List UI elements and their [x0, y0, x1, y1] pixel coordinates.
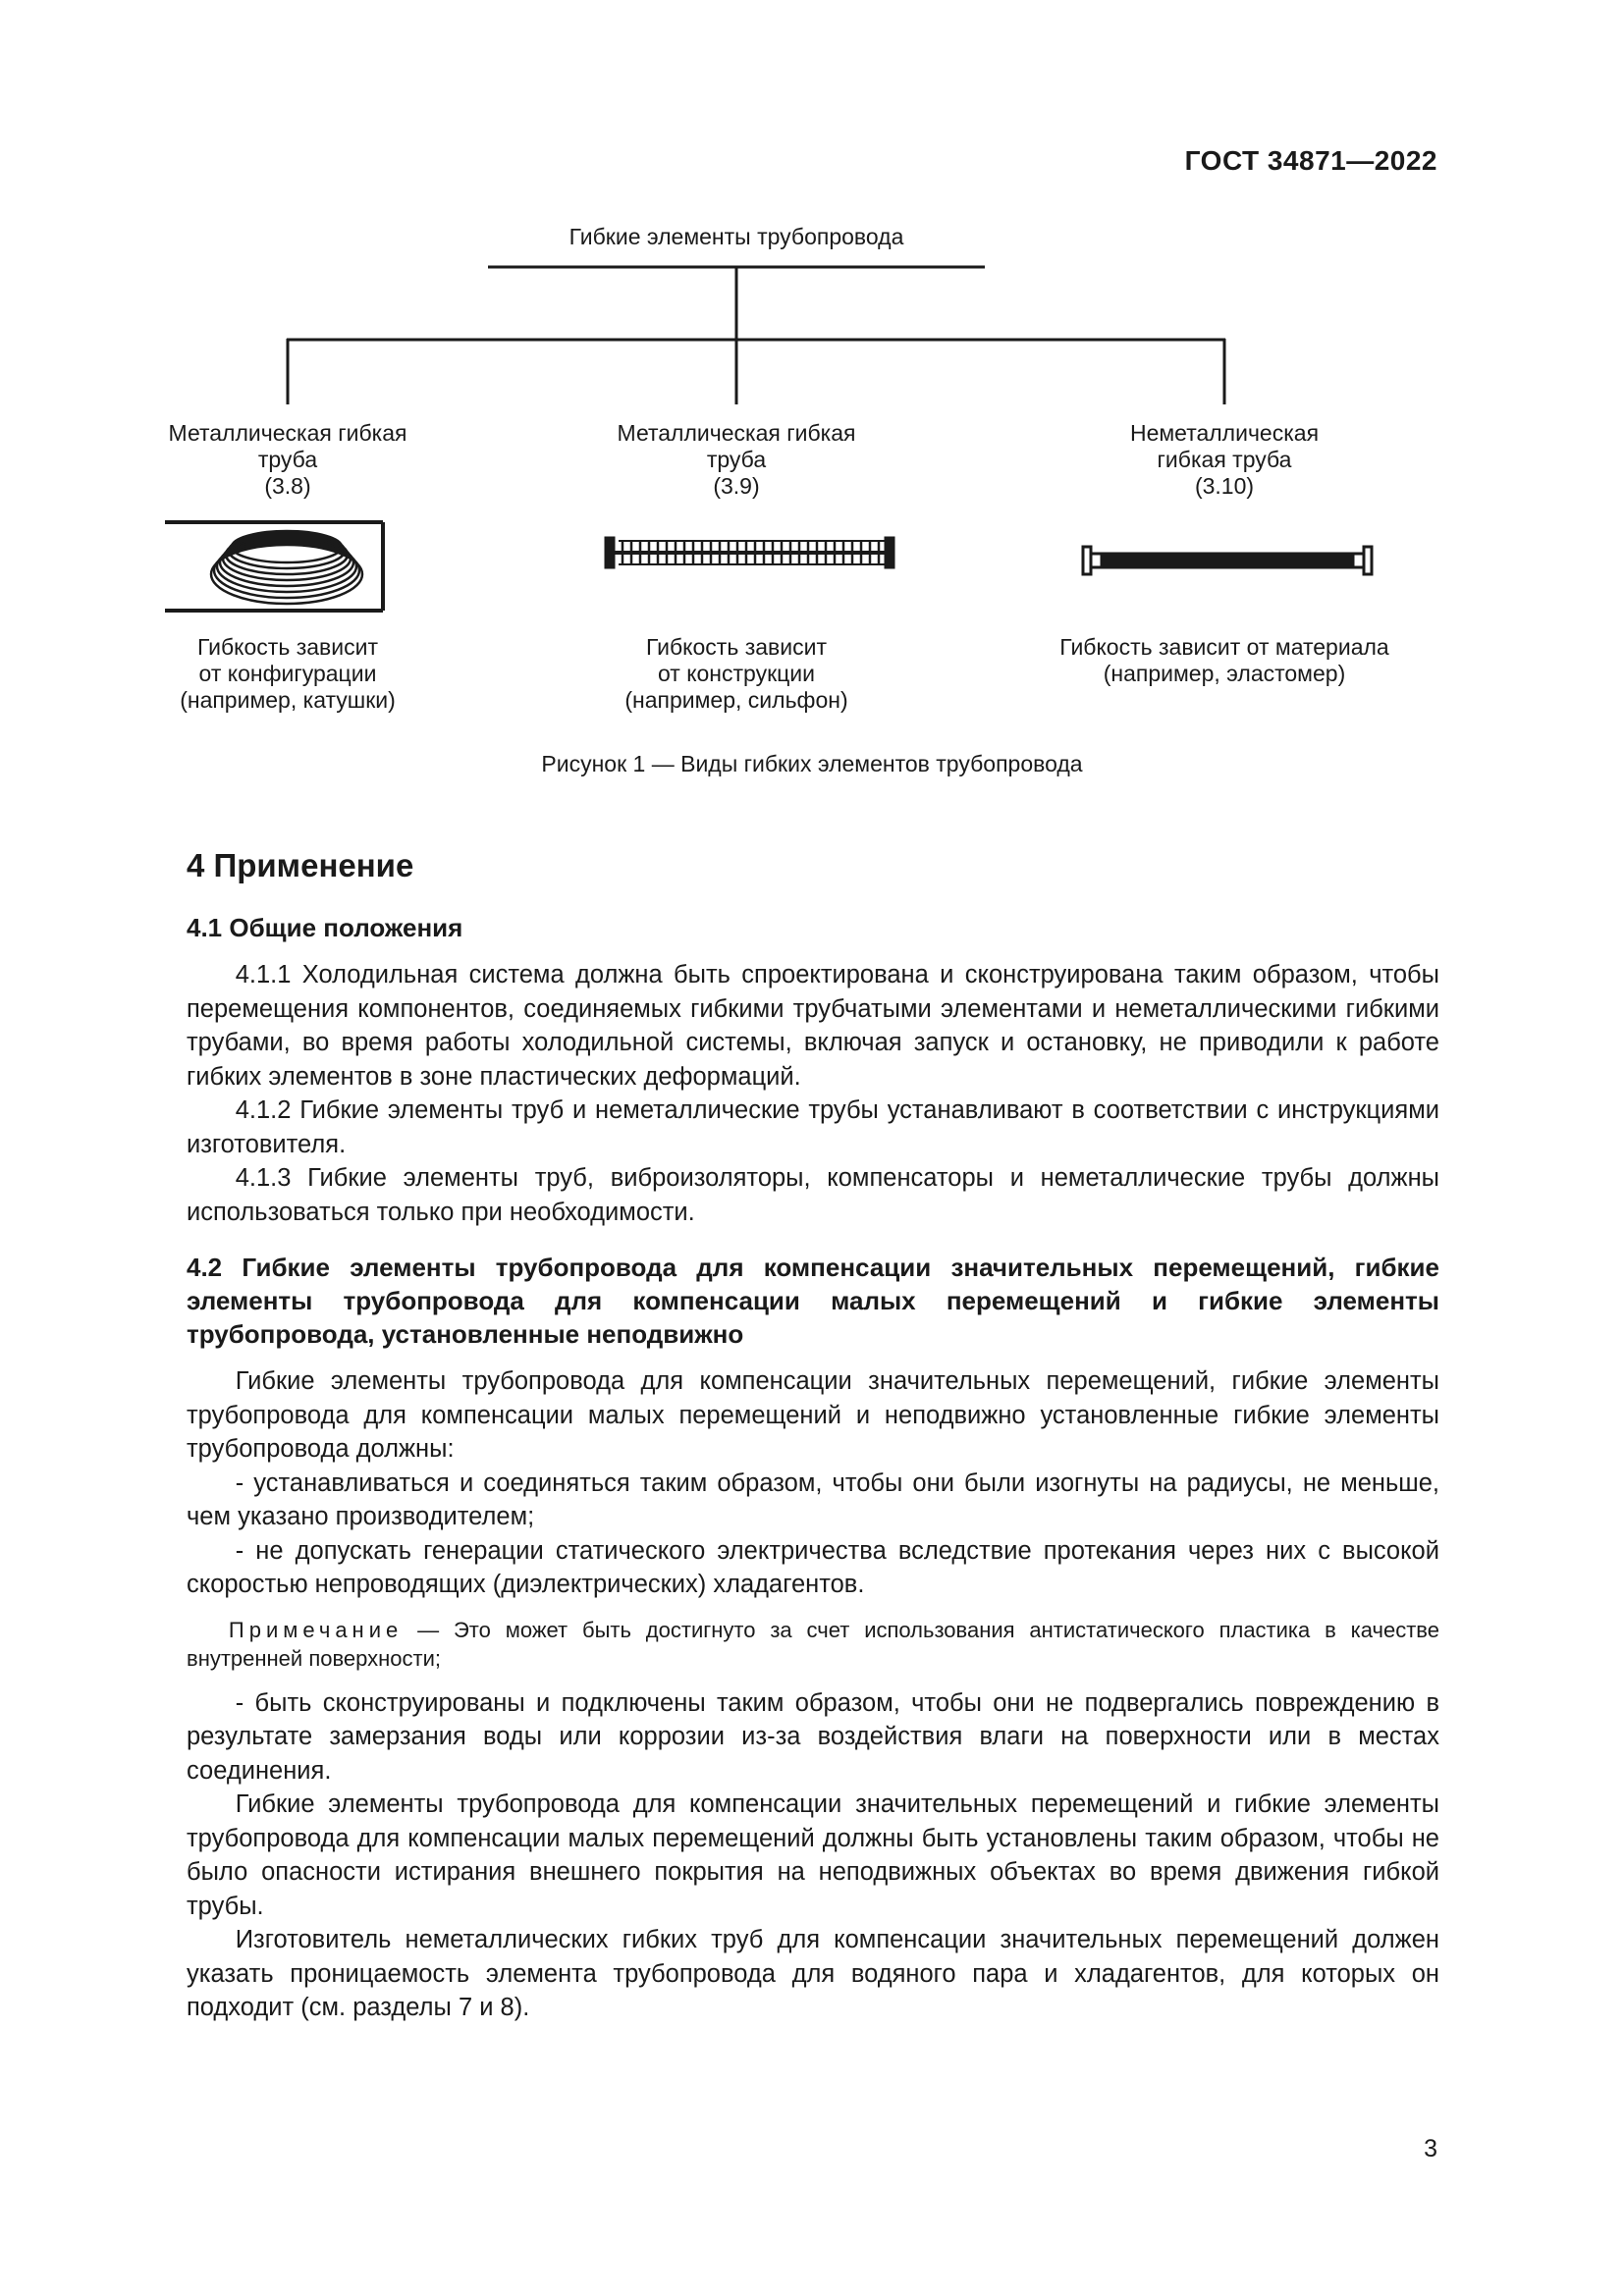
hose-pipe-icon [1083, 547, 1372, 574]
document-id: ГОСТ 34871—2022 [1184, 145, 1437, 176]
note-text: — Это может быть достигнуто за счет использования антистатического пластика в качестве внутренней поверхности; [187, 1617, 1439, 1671]
page-number: 3 [1424, 2135, 1437, 2163]
bellows-pipe-icon [606, 538, 893, 567]
subsection-title-4-2: 4.2 Гибкие элементы трубопровода для компенсации значительных перемещений, гибкие элементы трубопровода для компенсации малых перемещений и гибкие элементы трубопровода, установленные неподвижно [187, 1253, 1439, 1349]
paragraph-4-1-3: 4.1.3 Гибкие элементы труб, виброизоляторы, компенсаторы и неметаллические трубы должны использоваться только при необходимости. [187, 1164, 1439, 1226]
branch-title-hose: Неметаллическая гибкая труба (3.10) [1129, 420, 1320, 499]
section-title: 4 Применение [187, 847, 414, 883]
branch-title-bellows: Металлическая гибкая труба (3.9) [617, 420, 856, 499]
paragraph-4-1-1: 4.1.1 Холодильная система должна быть спроектирована и сконструирована таким образом, чтобы перемещения компонентов, соединяемых гибкими трубчатыми элементами и неметаллическими гибкими трубами, во время работы холодильной системы, включая запуск и остановку, не приводили к работе гибких элементов в зоне пластических деформаций. [187, 961, 1439, 1091]
figure-caption: Рисунок 1 — Виды гибких элементов трубопровода [541, 751, 1083, 776]
branch-desc-hose: Гибкость зависит от материала (например, эластомер) [1059, 634, 1389, 686]
list-item: - не допускать генерации статического электричества вследствие протекания через них с высокой скоростью непроводящих (диэлектрических) хладагентов. [187, 1536, 1439, 1598]
paragraph-4-2-intro: Гибкие элементы трубопровода для компенсации значительных перемещений, гибкие элементы трубопровода для компенсации малых перемещений и неподвижно установленные гибкие элементы трубопровода должны: [187, 1367, 1439, 1463]
subsection-title-4-1: 4.1 Общие положения [187, 913, 463, 942]
list-item: - быть сконструированы и подключены таким образом, чтобы они не подвергались повреждению в результате замерзания воды или коррозии из-за воздействия влаги на поверхности или в местах соединения. [187, 1688, 1439, 1785]
paragraph-abrasion: Гибкие элементы трубопровода для компенсации значительных перемещений и гибкие элементы трубопровода для компенсации малых перемещений должны быть установлены таким образом, чтобы не было опасности истирания внешнего покрытия на неподвижных объектах во время движения гибкой трубы. [187, 1790, 1439, 1920]
branch-title-coil: Металлическая гибкая труба (3.8) [168, 420, 407, 499]
section-content [187, 846, 1439, 2025]
list-item: - устанавливаться и соединяться таким образом, чтобы они были изогнуты на радиусы, не меньше, чем указано производителем; [187, 1468, 1439, 1530]
note [187, 1616, 1439, 1673]
branch-desc-coil: Гибкость зависит от конфигурации (например, катушки) [180, 634, 396, 713]
paragraph-permeability: Изготовитель неметаллических гибких труб для компенсации значительных перемещений должен указать проницаемость элемента трубопровода для водяного пара и хладагентов, для которых он подходит (см. разделы 7 и 8). [187, 1926, 1439, 2021]
tree-connectors [287, 267, 1225, 404]
coil-pipe-icon [165, 522, 383, 611]
note-label: Примечание [228, 1617, 404, 1642]
branch-desc-bellows: Гибкость зависит от конструкции (например, сильфон) [624, 634, 848, 713]
figure-root-label: Гибкие элементы трубопровода [568, 224, 904, 249]
paragraph-4-1-2: 4.1.2 Гибкие элементы труб и неметаллические трубы устанавливают в соответствии с инструкциями изготовителя. [187, 1096, 1439, 1158]
